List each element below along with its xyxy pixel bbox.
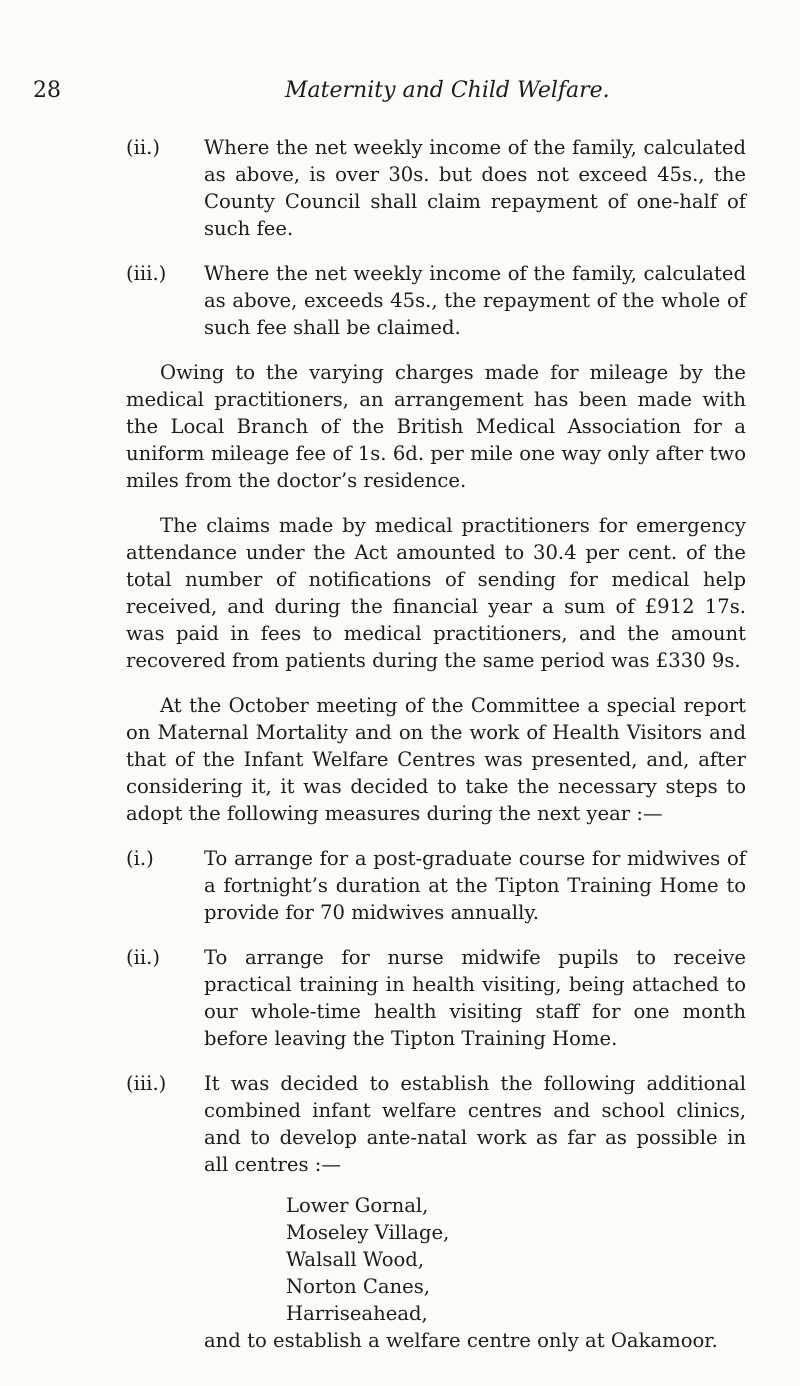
item-number: (ii.) <box>126 136 161 159</box>
closing-line: and to establish a welfare centre only at Oakamoor. <box>204 1329 718 1352</box>
item-text: It was decided to establish the following additional combined infant welfare centres and school clinics, and to develop ante-natal work as far as possible in all centres :— <box>204 1072 746 1176</box>
paragraph-october-meeting: At the October meeting of the Committee a special report on Maternal Mortality and on the work of Health Visitors and that of the Infant Welfare Centres was presented, and, after considering it, it was decided to take the necessary steps to adopt the following measures during the next year :— <box>126 694 746 825</box>
list-item <box>126 134 746 242</box>
place-name: Moseley Village, <box>286 1221 450 1244</box>
item-text: To arrange for nurse midwife pupils to receive practical training in health visiting, being attached to our whole-time health visiting staff for one month before leaving the Tipton Training Home. <box>204 946 746 1050</box>
list-item <box>126 944 746 1052</box>
list-item <box>126 1070 746 1178</box>
page-number: 28 <box>33 78 61 103</box>
list-item <box>126 260 746 341</box>
paragraph-claims: The claims made by medical practitioners for emergency attendance under the Act amounted to 30.4 per cent. of the total number of notifications of sending for medical help received, and during the financial year a sum of £912 17s. was paid in fees to medical practitioners, and the amount recovered from patients during the same period was £330 9s. <box>126 514 746 672</box>
running-title: Maternity and Child Welfare. <box>285 78 610 103</box>
item-text: To arrange for a post-graduate course for midwives of a fortnight’s duration at the Tipton Training Home to provide for 70 midwives annually. <box>204 847 746 924</box>
place-name: Norton Canes, <box>286 1275 430 1298</box>
place-name: Lower Gornal, <box>286 1194 429 1217</box>
item-number: (iii.) <box>126 1072 167 1095</box>
item-number: (ii.) <box>126 946 161 969</box>
item-number: (i.) <box>126 847 154 870</box>
place-list <box>126 1192 746 1327</box>
item-text: Where the net weekly income of the family, calculated as above, is over 30s. but does not exceed 45s., the County Council shall claim repayment of one-half of such fee. <box>204 136 746 240</box>
list-item <box>126 845 746 926</box>
item-text: Where the net weekly income of the family, calculated as above, exceeds 45s., the repayment of the whole of such fee shall be claimed. <box>204 262 746 339</box>
paragraph-mileage: Owing to the varying charges made for mileage by the medical practitioners, an arrangement has been made with the Local Branch of the British Medical Association for a uniform mileage fee of 1s. 6d. per mile one way only after two miles from the doctor’s residence. <box>126 361 746 492</box>
body-text <box>126 134 746 1354</box>
item-number: (iii.) <box>126 262 167 285</box>
place-name: Harriseahead, <box>286 1302 428 1325</box>
place-name: Walsall Wood, <box>286 1248 425 1271</box>
